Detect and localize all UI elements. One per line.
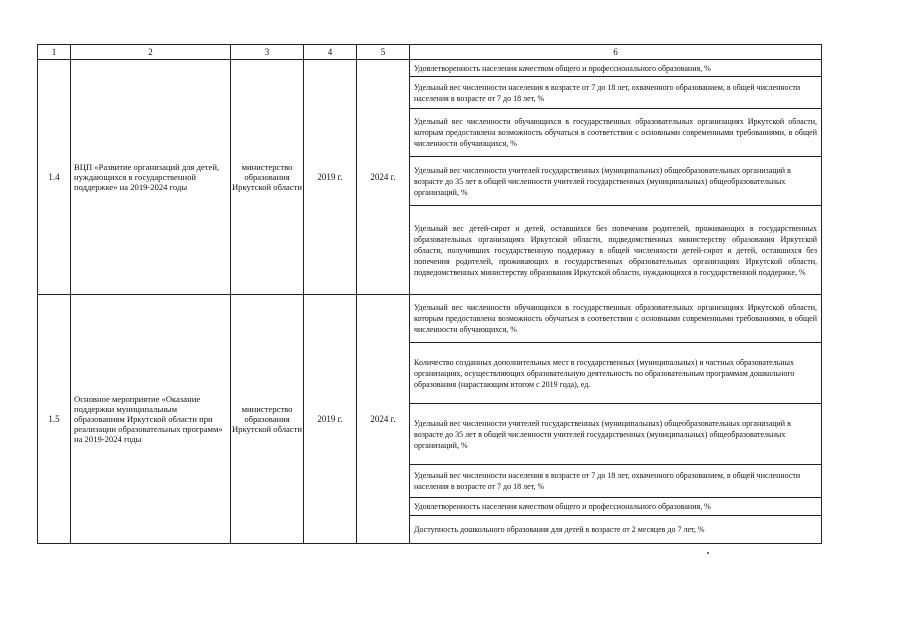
header-col-5: 5 — [357, 45, 410, 60]
indicator-cell: Удельный вес детей-сирот и детей, оставшихся без попечения родителей, проживающих в государственных образовательных организациях Иркутской области, подведомственных министерству образования Иркутской области, получивших государственную поддержку в общей численности детей-сирот и детей, оставшихся без попечения родителей, проживающих в государственных образовательных организациях Иркутской области, подведомственных министерству образования Иркутской области, нуждающихся в государственной поддержке, % — [410, 206, 822, 295]
header-col-6: 6 — [410, 45, 822, 60]
indicator-cell: Удельный вес численности учителей государственных (муниципальных) общеобразовательных организаций в возрасте до 35 лет в общей численности учителей государственных (муниципальных) общеобразовательных организаций, % — [410, 404, 822, 465]
measure-name: Основное мероприятие «Оказание поддержки муниципальным образованиям Иркутской области при реализации образовательных программ» на 2019-2024 годы — [71, 295, 231, 544]
indicator-cell: Количество созданных дополнительных мест в государственных (муниципальных) и частных образовательных организациях, осуществляющих образовательную деятельность по образовательным программам дошкольного образования (нарастающим итогом с 2019 года), ед. — [410, 343, 822, 404]
row-number: 1.4 — [38, 60, 71, 295]
indicator-cell: Удельный вес численности учителей государственных (муниципальных) общеобразовательных организаций в возрасте до 35 лет в общей численности учителей государственных (муниципальных) общеобразовательных организаций, % — [410, 157, 822, 206]
responsible-executor: министерство образования Иркутской области — [231, 295, 304, 544]
start-year: 2019 г. — [304, 60, 357, 295]
header-col-2: 2 — [71, 45, 231, 60]
header-col-4: 4 — [304, 45, 357, 60]
scan-speck — [707, 552, 709, 554]
header-row — [38, 45, 822, 60]
measure-name: ВЦП «Развитие организаций для детей, нуждающихся в государственной поддержке» на 2019-2024 годы — [71, 60, 231, 295]
start-year: 2019 г. — [304, 295, 357, 544]
table-row — [38, 60, 822, 77]
indicator-cell: Удельный вес численности обучающихся в государственных образовательных организациях Иркутской области, которым предоставлена возможность обучаться в соответствии с основными современными требованиями, в общей численности обучающихся, % — [410, 109, 822, 157]
indicator-cell: Удельный вес численности населения в возрасте от 7 до 18 лет, охваченного образованием, в общей численности населения в возрасте от 7 до 18 лет, % — [410, 465, 822, 498]
program-table — [37, 44, 822, 544]
indicator-cell: Удовлетворенность населения качеством общего и профессионального образования, % — [410, 60, 822, 77]
indicator-cell: Удовлетворенность населения качеством общего и профессионального образования, % — [410, 498, 822, 516]
row-number: 1.5 — [38, 295, 71, 544]
table-row — [38, 295, 822, 343]
indicator-cell: Доступность дошкольного образования для детей в возрасте от 2 месяцев до 7 лет, % — [410, 516, 822, 544]
indicator-cell: Удельный вес численности обучающихся в государственных образовательных организациях Иркутской области, которым предоставлена возможность обучаться в соответствии с основными современными требованиями, в общей численности обучающихся, % — [410, 295, 822, 343]
end-year: 2024 г. — [357, 295, 410, 544]
end-year: 2024 г. — [357, 60, 410, 295]
header-col-3: 3 — [231, 45, 304, 60]
indicator-cell: Удельный вес численности населения в возрасте от 7 до 18 лет, охваченного образованием, в общей численности населения в возрасте от 7 до 18 лет, % — [410, 77, 822, 109]
header-col-1: 1 — [38, 45, 71, 60]
responsible-executor: министерство образования Иркутской области — [231, 60, 304, 295]
